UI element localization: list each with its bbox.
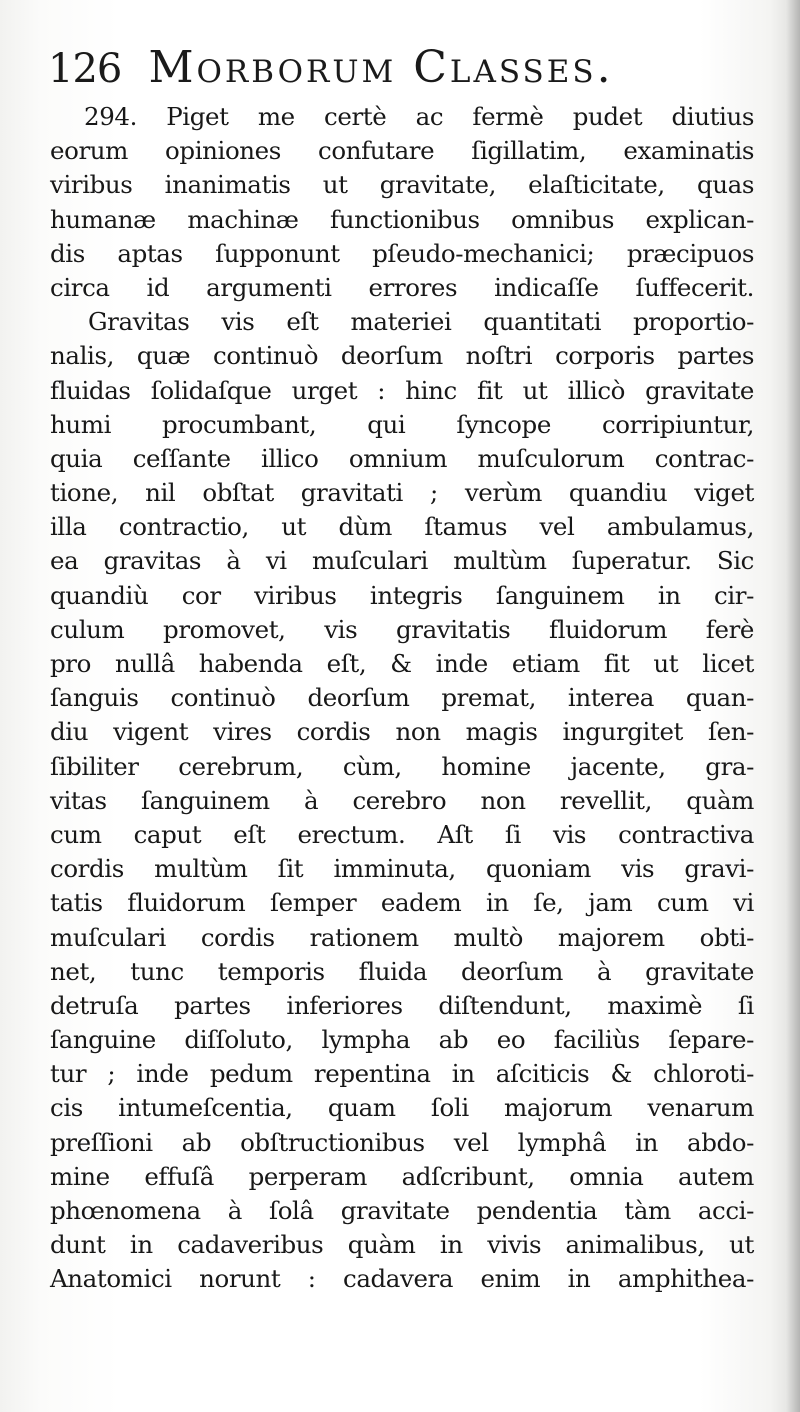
text-line: muſculari cordis rationem multò majorem obti- bbox=[50, 922, 754, 952]
body-text bbox=[50, 100, 760, 1297]
text-line: ſibiliter cerebrum, cùm, homine jacente, gra- bbox=[50, 751, 754, 781]
page-number: 126 bbox=[48, 46, 122, 92]
text-line: cum caput eſt erectum. Aſt ſi vis contractiva bbox=[50, 819, 754, 849]
text-line: ſanguine diſſoluto, lympha ab eo faciliùs ſepare- bbox=[50, 1025, 754, 1055]
text-line: dunt in cadaveribus quàm in vivis animalibus, ut bbox=[50, 1230, 754, 1260]
text-line: circa id argumenti errores indicaſſe ſuffecerit. bbox=[50, 272, 754, 302]
text-line: illa contractio, ut dùm ſtamus vel ambulamus, bbox=[50, 512, 754, 542]
text-line: quia ceſſante illico omnium muſculorum contrac- bbox=[50, 443, 754, 473]
text-line: net, tunc temporis fluida deorſum à gravitate bbox=[50, 956, 754, 986]
text-line: eorum opiniones confutare ſigillatim, examinatis bbox=[50, 136, 754, 166]
running-title: Morborum Classes. bbox=[148, 42, 614, 93]
text-line: culum promovet, vis gravitatis fluidorum ferè bbox=[50, 614, 754, 644]
text-line: cis intumeſcentia, quam ſoli majorum venarum bbox=[50, 1093, 754, 1123]
text-line: ſanguis continuò deorſum premat, interea quan- bbox=[50, 683, 754, 713]
text-line: Anatomici norunt : cadavera enim in amphithea- bbox=[50, 1264, 754, 1294]
text-line: humi procumbant, qui ſyncope corripiuntur, bbox=[50, 409, 754, 439]
text-line: Gravitas vis eſt materiei quantitati proportio- bbox=[88, 307, 754, 337]
text-line: quandiù cor viribus integris ſanguinem in cir- bbox=[50, 580, 754, 610]
text-line: nalis, quæ continuò deorſum noſtri corporis partes bbox=[50, 341, 754, 371]
text-line: dis aptas ſupponunt pſeudo-mechanici; præcipuos bbox=[50, 238, 754, 268]
text-line: mine effuſâ perperam adſcribunt, omnia autem bbox=[50, 1161, 754, 1191]
text-line: vitas ſanguinem à cerebro non revellit, quàm bbox=[50, 785, 754, 815]
text-line: tatis fluidorum ſemper eadem in ſe, jam cum vi bbox=[50, 888, 754, 918]
text-line: 294. Piget me certè ac fermè pudet diutius bbox=[84, 102, 754, 131]
page-edge-shadow bbox=[786, 0, 800, 1412]
text-line: detruſa partes inferiores diſtendunt, maximè ſi bbox=[50, 990, 754, 1020]
text-line: fluidas ſolidaſque urget : hinc fit ut illicò gravitate bbox=[50, 375, 754, 405]
text-line: ea gravitas à vi muſculari multùm ſuperatur. Sic bbox=[50, 546, 754, 576]
text-line: humanæ machinæ functionibus omnibus explican- bbox=[50, 204, 754, 234]
text-line: preſſioni ab obſtructionibus vel lymphâ in abdo- bbox=[50, 1127, 754, 1157]
text-line: cordis multùm ſit imminuta, quoniam vis gravi- bbox=[50, 854, 754, 884]
text-line: pro nullâ habenda eſt, & inde etiam fit ut licet bbox=[50, 649, 754, 678]
text-line: phœnomena à ſolâ gravitate pendentia tàm acci- bbox=[50, 1196, 754, 1225]
text-line: tur ; inde pedum repentina in aſciticis & chloroti- bbox=[50, 1059, 754, 1089]
text-line: tione, nil obſtat gravitati ; verùm quandiu viget bbox=[50, 478, 754, 508]
text-line: diu vigent vires cordis non magis ingurgitet ſen- bbox=[50, 717, 754, 747]
text-line: viribus inanimatis ut gravitate, elaſticitate, quas bbox=[50, 170, 754, 200]
page-header bbox=[48, 42, 748, 102]
